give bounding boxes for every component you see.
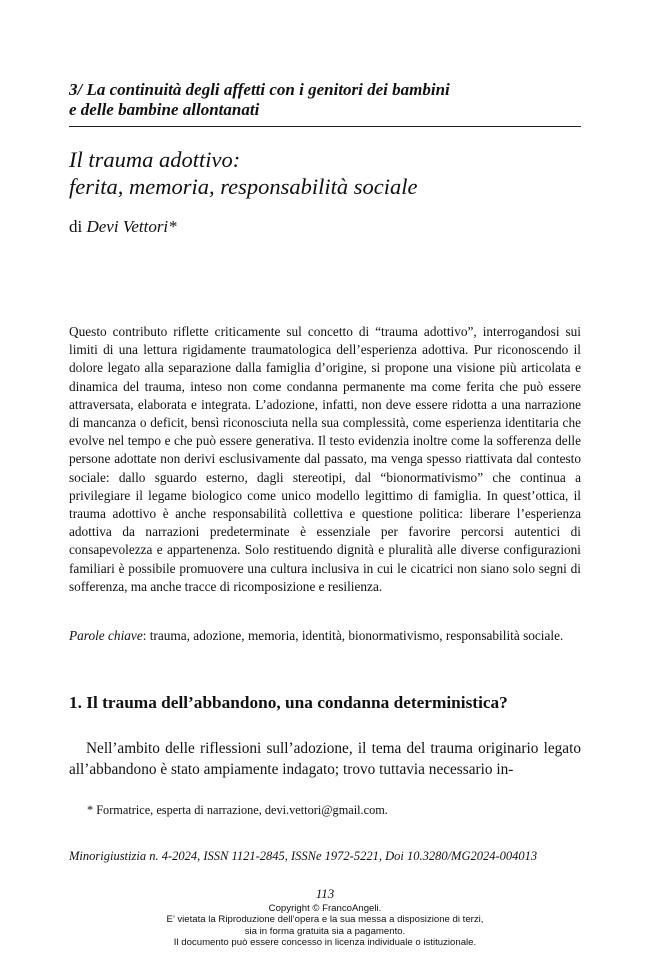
copyright-line: sia in forma gratuita sia a pagamento. — [244, 925, 406, 937]
author-prefix: di — [69, 217, 83, 236]
author-name: Devi Vettori* — [86, 217, 177, 236]
article-title — [69, 146, 581, 200]
section-heading-line-1: 3/ La continuità degli affetti con i genitori dei bambini — [69, 80, 450, 99]
body-paragraph: Nell’ambito delle riflessioni sull’adozione, il tema del trauma originario legato all’abbandono è stato ampiamente indagato; trovo tuttavia necessario in- — [69, 740, 581, 779]
copyright-notice — [0, 903, 650, 949]
footnote: * Formatrice, esperta di narrazione, devi.vettori@gmail.com. — [87, 803, 388, 817]
section-heading — [69, 80, 581, 120]
page-number: 113 — [315, 886, 335, 901]
copyright-line: E’ vietata la Riproduzione dell’opera e la sua messa a disposizione di terzi, — [166, 914, 484, 926]
copyright-line: Il documento può essere concesso in licenza individuale o istituzionale. — [173, 937, 477, 949]
author-line — [69, 217, 177, 237]
title-line-2: ferita, memoria, responsabilità sociale — [69, 174, 418, 199]
keywords-text: : trauma, adozione, memoria, identità, bionormativismo, responsabilità sociale. — [142, 628, 564, 643]
section-1-heading: 1. Il trauma dell’abbandono, una condanna deterministica? — [69, 693, 508, 712]
keywords — [69, 627, 581, 645]
heading-divider — [69, 126, 581, 127]
journal-citation: Minorigiustizia n. 4-2024, ISSN 1121-2845, ISSNe 1972-5221, Doi 10.3280/MG2024-004013 — [69, 849, 538, 863]
abstract: Questo contributo riflette criticamente sul concetto di “trauma adottivo”, interrogandosi sui limiti di una lettura rigidamente traumatologica dell’esperienza adottiva. Pur riconoscendo il dolore legato alla separazione dalla famiglia d’origine, si propone una visione più articolata e dinamica del trauma, inteso non come condanna permanente ma come ferita che può essere attraversata, elaborata e integrata. L’adozione, infatti, non deve essere ridotta a una narrazione di mancanza o deficit, bensì riconosciuta nella sua complessità, come esperienza identitaria che evolve nel tempo e che può essere generativa. Il testo evidenzia inoltre come la sofferenza delle persone adottate non derivi esclusivamente dal passato, ma venga spesso riattivata dal contesto sociale: dallo sguardo esterno, dagli stereotipi, dal “bionormativismo” che continua a privilegiare il legame biologico come unico modello legittimo di famiglia. In quest’ottica, il trauma adottivo è anche responsabilità collettiva e questione politica: liberare l’esperienza adottiva da narrazioni predeterminate è essenziale per favorire percorsi autentici di consapevolezza e appartenenza. Solo restituendo dignità e pluralità alle diverse configurazioni familiari è possibile promuovere una cultura inclusiva in cui le cicatrici non siano solo segni di sofferenza, ma anche tracce di ricomposizione e resilienza. — [69, 324, 581, 594]
title-line-1: Il trauma adottivo: — [69, 147, 241, 172]
keywords-label: Parole chiave — [69, 628, 143, 643]
section-heading-line-2: e delle bambine allontanati — [69, 100, 260, 119]
copyright-line: Copyright © FrancoAngeli. — [268, 903, 382, 914]
